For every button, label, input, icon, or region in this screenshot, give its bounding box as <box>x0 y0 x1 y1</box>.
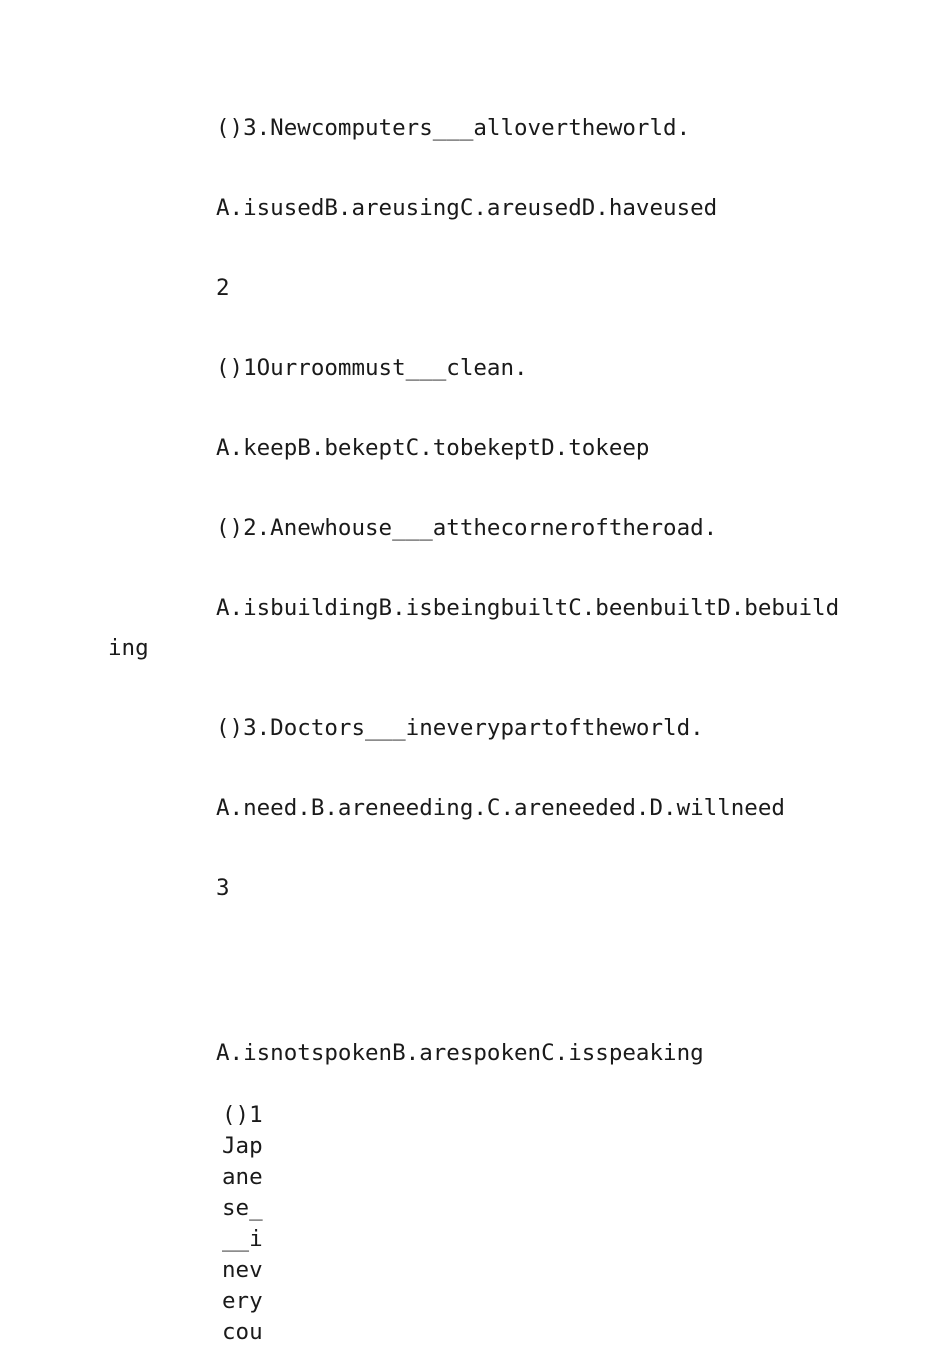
question-2-new-house: ()2.Anewhouse___atthecorneroftheroad. <box>216 515 718 541</box>
question-2-options: A.isbuildingB.isbeingbuiltC.beenbuiltD.bebuild <box>216 595 840 621</box>
narrow-line: Jap <box>222 1133 263 1159</box>
narrow-line: cou <box>222 1319 263 1345</box>
narrow-line: ()1 <box>222 1102 263 1128</box>
section-number-2: 2 <box>216 275 230 301</box>
question-3-new-computers: ()3.Newcomputers___allovertheworld. <box>216 115 691 141</box>
narrow-text-column <box>222 1100 282 1348</box>
question-3-doctors-options: A.need.B.areneeding.C.areneeded.D.willneed <box>216 795 785 821</box>
narrow-line: __i <box>222 1226 263 1252</box>
question-3-options: A.isusedB.areusingC.areusedD.haveused <box>216 195 718 221</box>
narrow-line: ery <box>222 1288 263 1314</box>
question-1-options: A.keepB.bekeptC.tobekeptD.tokeep <box>216 435 650 461</box>
section-number-3: 3 <box>216 875 230 901</box>
question-2-options-wrap: ing <box>108 635 149 661</box>
question-3-doctors: ()3.Doctors___ineverypartoftheworld. <box>216 715 704 741</box>
narrow-line: nev <box>222 1257 263 1283</box>
question-japanese-options: A.isnotspokenB.arespokenC.isspeaking <box>216 1040 704 1066</box>
narrow-line: ane <box>222 1164 263 1190</box>
narrow-line: se_ <box>222 1195 263 1221</box>
question-1-our-room: ()1Ourroommust___clean. <box>216 355 528 381</box>
